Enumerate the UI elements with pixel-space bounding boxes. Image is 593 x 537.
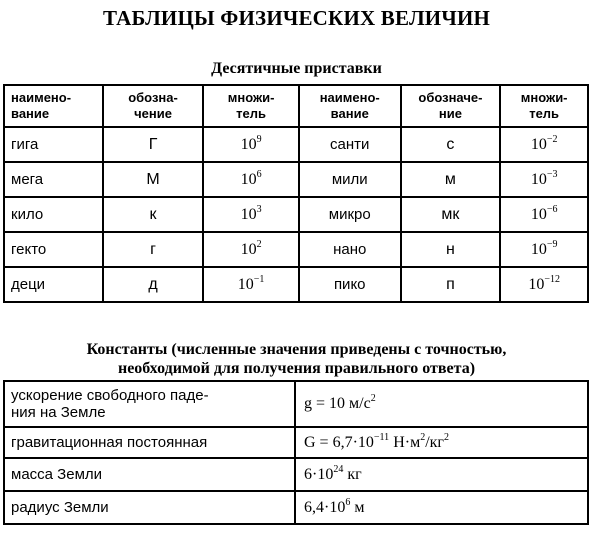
prefix-multiplier-cell	[500, 267, 588, 302]
prefixes-title: Десятичные приставки	[211, 60, 382, 77]
constant-name-cell	[4, 458, 295, 491]
header-text: вание	[330, 106, 369, 121]
prefix-multiplier-cell	[500, 197, 588, 232]
table-row	[4, 162, 588, 197]
prefix-multiplier-cell	[203, 267, 299, 302]
prefix-symbol-cell: н	[401, 232, 501, 267]
constant-exponent: 2	[420, 431, 426, 443]
multiplier-base: 10	[240, 135, 257, 153]
multiplier-base: 10	[240, 205, 257, 223]
header-symbol-2	[401, 85, 501, 127]
prefix-symbol-cell: с	[401, 127, 501, 162]
table-row	[4, 197, 588, 232]
table-row	[4, 458, 588, 491]
constant-name-line: ния на Земле	[11, 404, 106, 421]
header-text: множи-	[227, 90, 275, 105]
header-text: тель	[529, 106, 560, 121]
prefix-symbol-cell: м	[401, 162, 501, 197]
header-text: наимено-	[319, 90, 380, 105]
prefix-symbol-cell: д	[103, 267, 204, 302]
prefix-symbol-cell: п	[401, 267, 501, 302]
multiplier-exponent: 2	[256, 238, 262, 250]
header-text: наимено-	[11, 90, 72, 105]
prefix-symbol-cell: М	[103, 162, 204, 197]
constant-name-line: масса Земли	[11, 466, 103, 483]
constant-name-line: гравитационная постоянная	[11, 434, 208, 451]
header-multiplier-1	[203, 85, 299, 127]
multiplier-base: 10	[237, 275, 254, 293]
header-text: чение	[134, 106, 172, 121]
multiplier-exponent: −6	[546, 203, 558, 215]
constants-title-line: необходимой для получения правильного ответа)	[117, 360, 476, 377]
constant-value-text: 6·10	[304, 465, 334, 483]
constant-name-cell	[4, 427, 295, 458]
constant-exponent: 2	[370, 393, 376, 404]
multiplier-base: 10	[530, 205, 547, 223]
constant-value-cell	[295, 491, 588, 524]
prefix-name-cell: гига	[4, 127, 103, 162]
multiplier-base: 10	[240, 170, 257, 188]
constant-exponent: 2	[443, 431, 449, 443]
header-symbol-1	[103, 85, 204, 127]
prefix-multiplier-cell	[203, 197, 299, 232]
table-row	[4, 232, 588, 267]
table-row	[4, 427, 588, 458]
prefix-multiplier-cell	[203, 232, 299, 267]
constant-exponent: −11	[373, 431, 390, 443]
constant-value-cell	[295, 427, 588, 458]
constant-name-cell	[4, 381, 295, 427]
constants-table	[3, 380, 589, 525]
prefix-symbol-cell: Г	[103, 127, 204, 162]
constant-unit: /кг	[425, 433, 444, 451]
constant-name-line: ускорение свободного паде-	[11, 387, 209, 404]
prefix-symbol-cell: мк	[401, 197, 501, 232]
prefix-name-cell: деци	[4, 267, 103, 302]
prefix-multiplier-cell	[500, 162, 588, 197]
prefix-name-cell: нано	[299, 232, 401, 267]
multiplier-exponent: −12	[544, 273, 560, 285]
constant-unit: кг	[343, 465, 362, 483]
multiplier-exponent: 6	[256, 168, 262, 180]
multiplier-exponent: −9	[546, 238, 558, 250]
prefix-name-cell: микро	[299, 197, 401, 232]
header-text: тель	[236, 106, 267, 121]
prefix-multiplier-cell	[203, 127, 299, 162]
constant-exponent: 24	[333, 463, 344, 475]
header-name-2	[299, 85, 401, 127]
prefixes-table	[3, 84, 589, 303]
constant-name-line: радиус Земли	[11, 499, 109, 516]
constant-name-cell	[4, 491, 295, 524]
page-title: ТАБЛИЦЫ ФИЗИЧЕСКИХ ВЕЛИЧИН	[102, 6, 491, 30]
constants-title	[0, 340, 593, 378]
prefix-name-cell: санти	[299, 127, 401, 162]
prefix-symbol-cell: к	[103, 197, 204, 232]
prefix-name-cell: гекто	[4, 232, 103, 267]
constant-unit: м	[350, 498, 365, 516]
multiplier-exponent: 9	[256, 133, 262, 145]
prefix-name-cell: кило	[4, 197, 103, 232]
constant-value-text: G = 6,7·10	[304, 433, 374, 451]
table-row	[4, 127, 588, 162]
multiplier-exponent: −2	[546, 133, 558, 145]
constant-value-cell	[295, 381, 588, 427]
header-text: вание	[11, 106, 50, 121]
prefix-multiplier-cell	[203, 162, 299, 197]
constant-value-text: g = 10 м/с	[304, 395, 371, 412]
prefix-name-cell: мили	[299, 162, 401, 197]
header-text: множи-	[520, 90, 568, 105]
header-text: ние	[438, 106, 462, 121]
constant-value-cell	[295, 458, 588, 491]
prefix-name-cell: пико	[299, 267, 401, 302]
prefix-symbol-cell: г	[103, 232, 204, 267]
table-row	[4, 381, 588, 427]
multiplier-base: 10	[240, 240, 257, 258]
multiplier-exponent: −1	[253, 273, 265, 285]
prefix-name-cell: мега	[4, 162, 103, 197]
prefixes-header-row	[4, 85, 588, 127]
constant-unit: Н·м	[389, 433, 421, 451]
constant-value-text: 6,4·10	[304, 498, 346, 516]
header-text: обозна-	[128, 90, 178, 105]
prefix-multiplier-cell	[500, 232, 588, 267]
multiplier-exponent: −3	[546, 168, 558, 180]
multiplier-base: 10	[530, 240, 547, 258]
multiplier-base: 10	[530, 135, 547, 153]
multiplier-exponent: 3	[256, 203, 262, 215]
header-name-1	[4, 85, 103, 127]
multiplier-base: 10	[528, 275, 545, 293]
multiplier-base: 10	[530, 170, 547, 188]
header-text: обозначе-	[418, 90, 483, 105]
constant-exponent: 6	[345, 496, 351, 508]
prefix-multiplier-cell	[500, 127, 588, 162]
table-row	[4, 267, 588, 302]
header-multiplier-2	[500, 85, 588, 127]
table-row	[4, 491, 588, 524]
constants-title-line: Константы (численные значения приведены с точностью,	[86, 341, 507, 358]
